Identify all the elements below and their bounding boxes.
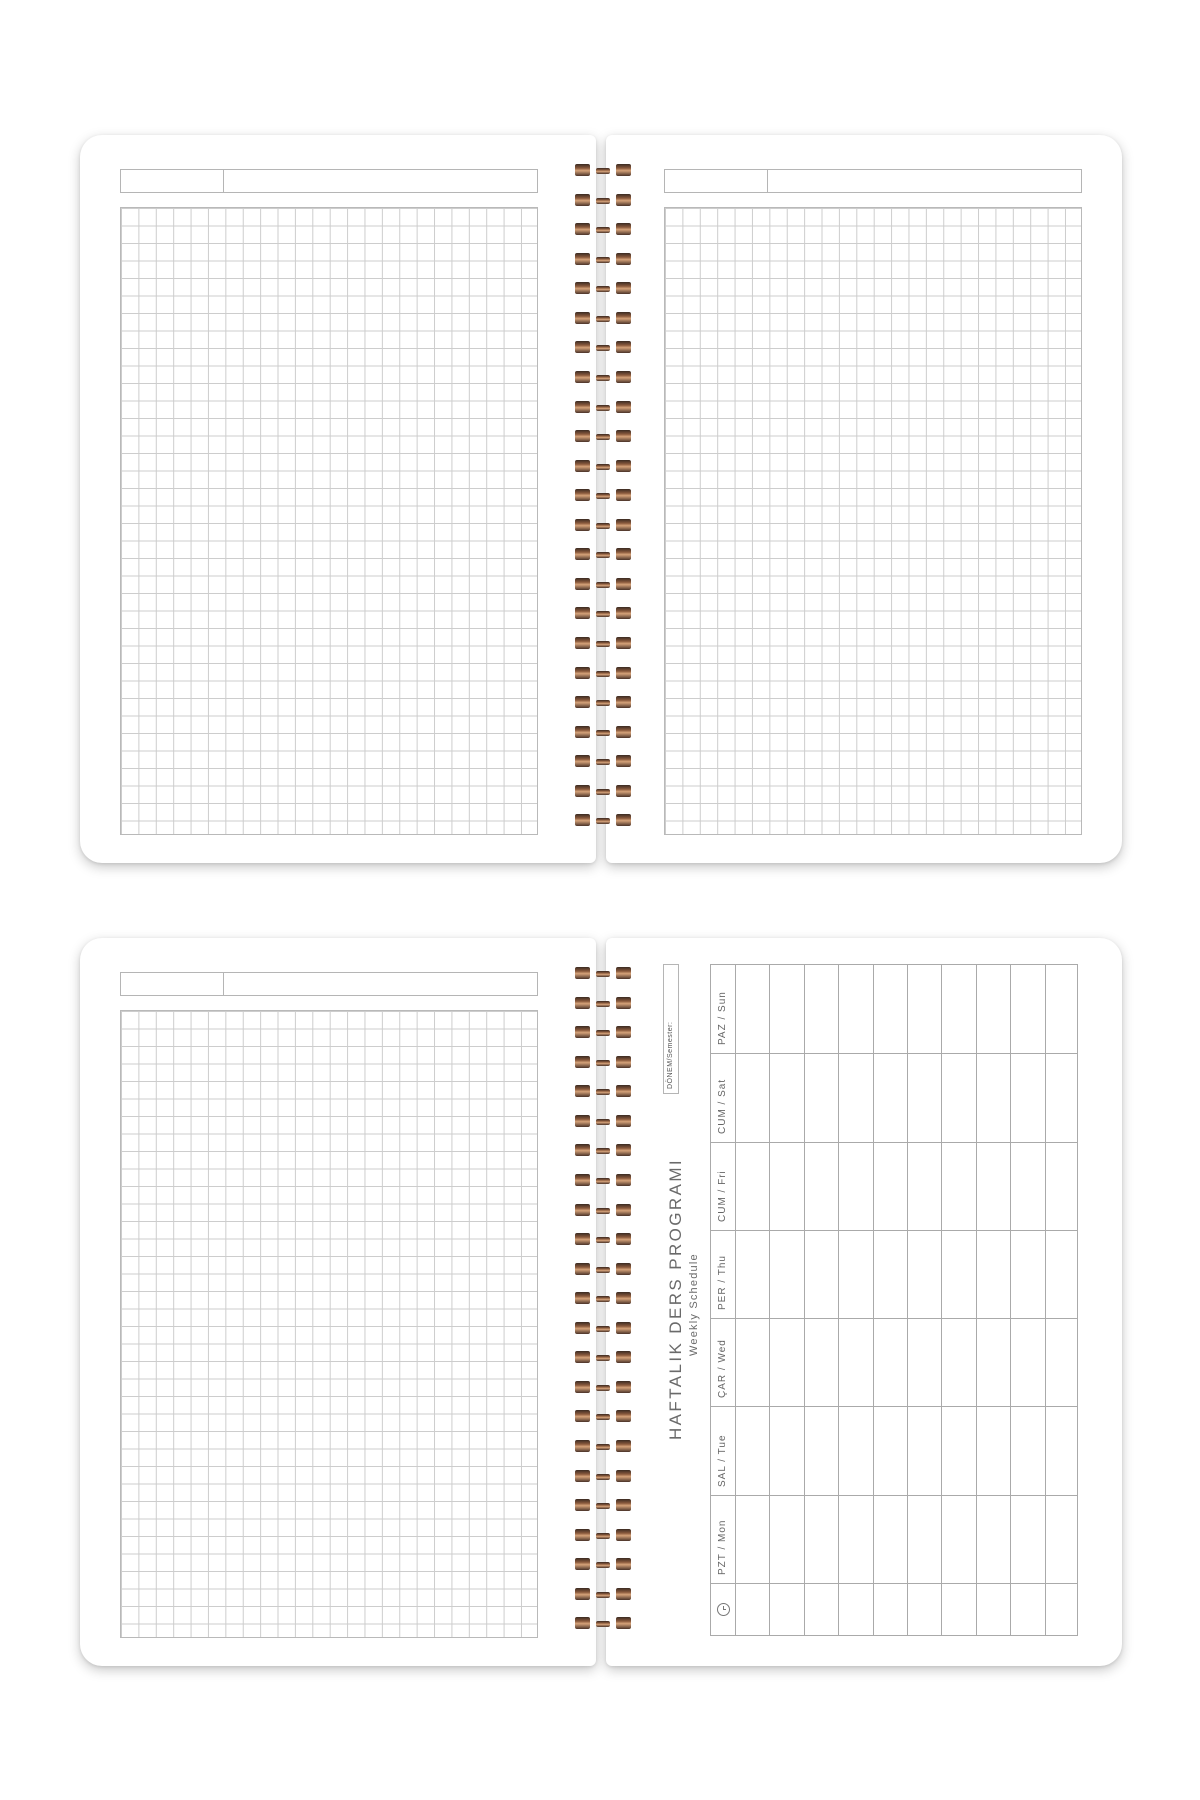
ring-segment: [596, 286, 610, 292]
ring-segment: [575, 430, 590, 442]
spiral-ring: [575, 1379, 631, 1395]
ring-segment: [616, 1292, 631, 1304]
clock-icon: [717, 1603, 730, 1616]
ring-segment: [616, 667, 631, 679]
spiral-ring: [575, 635, 631, 651]
ring-segment: [596, 1208, 610, 1214]
row-divider: [711, 1495, 1077, 1496]
ring-segment: [616, 164, 631, 176]
day-label: ÇAR / Wed: [717, 1339, 728, 1399]
ring-segment: [616, 637, 631, 649]
ring-segment: [616, 814, 631, 826]
ring-segment: [616, 1558, 631, 1570]
spiral-ring: [575, 1527, 631, 1543]
ring-segment: [616, 194, 631, 206]
ring-segment: [575, 1204, 590, 1216]
period-column-divider: [769, 965, 770, 1635]
ring-segment: [575, 696, 590, 708]
ring-segment: [616, 1470, 631, 1482]
period-column-divider: [976, 965, 977, 1635]
ring-segment: [575, 401, 590, 413]
spiral-ring: [575, 1615, 631, 1631]
ring-segment: [596, 611, 610, 617]
ring-segment: [596, 1001, 610, 1007]
spiral-ring: [575, 605, 631, 621]
ring-segment: [616, 1529, 631, 1541]
ring-segment: [596, 552, 610, 558]
spiral-ring: [575, 192, 631, 208]
ring-segment: [616, 785, 631, 797]
ring-segment: [616, 1440, 631, 1452]
ring-segment: [596, 375, 610, 381]
header-divider: [223, 170, 224, 192]
ring-segment: [596, 789, 610, 795]
period-column-divider: [1045, 965, 1046, 1635]
spiral-ring: [575, 1083, 631, 1099]
spiral-ring: [575, 546, 631, 562]
ring-segment: [575, 371, 590, 383]
ring-segment: [575, 460, 590, 472]
ring-segment: [596, 1148, 610, 1154]
ring-segment: [596, 582, 610, 588]
ring-segment: [596, 434, 610, 440]
ring-segment: [616, 1026, 631, 1038]
ring-segment: [596, 1178, 610, 1184]
period-column-divider: [941, 965, 942, 1635]
spiral-ring: [575, 665, 631, 681]
ring-segment: [575, 548, 590, 560]
ring-segment: [616, 1115, 631, 1127]
ring-segment: [575, 1558, 590, 1570]
ring-segment: [596, 1296, 610, 1302]
spiral-ring: [575, 339, 631, 355]
ring-segment: [616, 489, 631, 501]
ring-segment: [596, 493, 610, 499]
ring-segment: [596, 1562, 610, 1568]
ring-segment: [616, 253, 631, 265]
spiral-ring: [575, 428, 631, 444]
ring-segment: [616, 1233, 631, 1245]
weekly-schedule-page: [606, 938, 1122, 1666]
spiral-ring: [575, 965, 631, 981]
ring-segment: [575, 667, 590, 679]
ring-segment: [575, 726, 590, 738]
ring-segment: [616, 1263, 631, 1275]
graph-grid: [120, 207, 538, 835]
ring-segment: [575, 967, 590, 979]
ring-segment: [616, 1351, 631, 1363]
ring-segment: [575, 1351, 590, 1363]
ring-segment: [575, 1115, 590, 1127]
ring-segment: [575, 814, 590, 826]
ring-segment: [616, 1085, 631, 1097]
spiral-ring: [575, 1142, 631, 1158]
day-label: CUM / Fri: [717, 1170, 728, 1222]
ring-segment: [616, 1056, 631, 1068]
spiral-ring: [575, 1113, 631, 1129]
ring-segment: [575, 1410, 590, 1422]
ring-segment: [575, 1470, 590, 1482]
row-divider: [711, 1053, 1077, 1054]
spiral-ring: [575, 1261, 631, 1277]
spiral-ring: [575, 1024, 631, 1040]
ring-segment: [616, 1588, 631, 1600]
ring-segment: [616, 1322, 631, 1334]
page-header-box: [120, 169, 538, 193]
ring-segment: [575, 223, 590, 235]
ring-segment: [575, 637, 590, 649]
ring-segment: [596, 1414, 610, 1420]
page-header-box: [120, 972, 538, 996]
ring-segment: [596, 345, 610, 351]
ring-segment: [596, 818, 610, 824]
ring-segment: [616, 607, 631, 619]
spiral-ring: [575, 369, 631, 385]
ring-segment: [575, 253, 590, 265]
row-divider: [711, 1230, 1077, 1231]
ring-segment: [616, 401, 631, 413]
ring-segment: [596, 1030, 610, 1036]
ring-segment: [596, 1503, 610, 1509]
ring-segment: [575, 1499, 590, 1511]
ring-segment: [596, 759, 610, 765]
spiral-ring: [575, 753, 631, 769]
header-divider: [767, 170, 768, 192]
row-divider: [711, 1318, 1077, 1319]
row-divider: [711, 1142, 1077, 1143]
ring-segment: [596, 1444, 610, 1450]
ring-segment: [596, 523, 610, 529]
spiral-ring: [575, 1556, 631, 1572]
ring-segment: [575, 1026, 590, 1038]
period-column-divider: [873, 965, 874, 1635]
graph-grid: [120, 1010, 538, 1638]
ring-segment: [616, 1144, 631, 1156]
ring-segment: [596, 1533, 610, 1539]
spiral-ring: [575, 251, 631, 267]
ring-segment: [616, 1410, 631, 1422]
period-column-divider: [804, 965, 805, 1635]
schedule-title: HAFTALIK DERS PROGRAMI: [666, 1157, 685, 1440]
ring-segment: [596, 1592, 610, 1598]
ring-segment: [616, 1174, 631, 1186]
ring-segment: [575, 1529, 590, 1541]
spiral-ring: [575, 783, 631, 799]
ring-segment: [596, 1060, 610, 1066]
spiral-ring: [575, 1586, 631, 1602]
ring-segment: [596, 168, 610, 174]
ring-segment: [616, 371, 631, 383]
ring-segment: [616, 312, 631, 324]
spiral-ring: [575, 1054, 631, 1070]
day-label: CUM / Sat: [717, 1078, 728, 1134]
ring-segment: [596, 1621, 610, 1627]
ring-segment: [575, 1588, 590, 1600]
ring-segment: [575, 997, 590, 1009]
ring-segment: [596, 730, 610, 736]
ring-segment: [575, 785, 590, 797]
ring-segment: [575, 341, 590, 353]
spiral-ring: [575, 487, 631, 503]
ring-segment: [596, 671, 610, 677]
ring-segment: [616, 430, 631, 442]
ring-segment: [596, 198, 610, 204]
ring-segment: [596, 227, 610, 233]
spiral-ring: [575, 221, 631, 237]
ring-segment: [596, 1089, 610, 1095]
ring-segment: [616, 1204, 631, 1216]
ring-segment: [596, 464, 610, 470]
ring-segment: [575, 1085, 590, 1097]
ring-segment: [616, 460, 631, 472]
spiral-ring: [575, 1202, 631, 1218]
ring-segment: [596, 316, 610, 322]
day-label: PAZ / Sun: [717, 991, 728, 1046]
spiral-ring: [575, 995, 631, 1011]
ring-segment: [575, 1263, 590, 1275]
schedule-table: [710, 964, 1078, 1636]
spiral-ring: [575, 812, 631, 828]
ring-segment: [575, 1144, 590, 1156]
ring-segment: [575, 1056, 590, 1068]
spiral-ring: [575, 1497, 631, 1513]
ring-segment: [596, 257, 610, 263]
spiral-ring: [575, 458, 631, 474]
spiral-ring: [575, 1408, 631, 1424]
row-divider: [711, 1406, 1077, 1407]
ring-segment: [575, 194, 590, 206]
spiral-ring: [575, 162, 631, 178]
ring-segment: [575, 755, 590, 767]
ring-segment: [616, 341, 631, 353]
ring-segment: [596, 405, 610, 411]
ring-segment: [596, 1385, 610, 1391]
ring-segment: [616, 696, 631, 708]
semester-field[interactable]: [663, 964, 679, 1094]
semester-label: DÖNEM/Semester:: [667, 1021, 674, 1089]
ring-segment: [616, 997, 631, 1009]
ring-segment: [596, 1267, 610, 1273]
label-column-divider: [735, 965, 736, 1635]
ring-segment: [596, 1326, 610, 1332]
ring-segment: [596, 641, 610, 647]
header-divider: [223, 973, 224, 995]
schedule-subtitle: Weekly Schedule: [688, 1253, 700, 1356]
spiral-ring: [575, 576, 631, 592]
day-label: PZT / Mon: [717, 1519, 728, 1575]
ring-segment: [575, 1440, 590, 1452]
ring-segment: [575, 1617, 590, 1629]
notebook-spread-top: [80, 135, 1122, 863]
ring-segment: [596, 700, 610, 706]
spiral-binding: [575, 962, 631, 1642]
spiral-ring: [575, 310, 631, 326]
ring-segment: [596, 1474, 610, 1480]
ring-segment: [616, 1617, 631, 1629]
period-column-divider: [1010, 965, 1011, 1635]
ring-segment: [616, 967, 631, 979]
spiral-ring: [575, 694, 631, 710]
spiral-ring: [575, 1290, 631, 1306]
notebook-spread-bottom: [80, 938, 1122, 1666]
ring-segment: [575, 164, 590, 176]
spiral-ring: [575, 517, 631, 533]
ring-segment: [575, 1233, 590, 1245]
spiral-ring: [575, 1468, 631, 1484]
spiral-ring: [575, 1349, 631, 1365]
spiral-ring: [575, 1172, 631, 1188]
spiral-ring: [575, 724, 631, 740]
ring-segment: [616, 519, 631, 531]
ring-segment: [616, 755, 631, 767]
spiral-ring: [575, 1320, 631, 1336]
period-column-divider: [907, 965, 908, 1635]
ring-segment: [616, 282, 631, 294]
ring-segment: [596, 1119, 610, 1125]
ring-segment: [575, 1174, 590, 1186]
ring-segment: [616, 1381, 631, 1393]
ring-segment: [616, 1499, 631, 1511]
ring-segment: [575, 282, 590, 294]
grid-page-left: [80, 938, 596, 1666]
ring-segment: [616, 578, 631, 590]
period-column-divider: [838, 965, 839, 1635]
ring-segment: [575, 578, 590, 590]
page-header-box: [664, 169, 1082, 193]
ring-segment: [575, 312, 590, 324]
grid-page-right: [606, 135, 1122, 863]
spiral-ring: [575, 1231, 631, 1247]
ring-segment: [596, 1355, 610, 1361]
ring-segment: [575, 1292, 590, 1304]
ring-segment: [575, 1381, 590, 1393]
ring-segment: [616, 223, 631, 235]
spiral-ring: [575, 1438, 631, 1454]
ring-segment: [616, 548, 631, 560]
day-label: SAL / Tue: [717, 1434, 728, 1487]
spiral-ring: [575, 280, 631, 296]
spiral-binding: [575, 159, 631, 839]
ring-segment: [596, 1237, 610, 1243]
grid-page-left: [80, 135, 596, 863]
ring-segment: [616, 726, 631, 738]
day-label: PER / Thu: [717, 1255, 728, 1311]
ring-segment: [575, 489, 590, 501]
ring-segment: [596, 971, 610, 977]
time-row-divider: [711, 1583, 1077, 1584]
graph-grid: [664, 207, 1082, 835]
spiral-ring: [575, 399, 631, 415]
ring-segment: [575, 519, 590, 531]
ring-segment: [575, 1322, 590, 1334]
ring-segment: [575, 607, 590, 619]
